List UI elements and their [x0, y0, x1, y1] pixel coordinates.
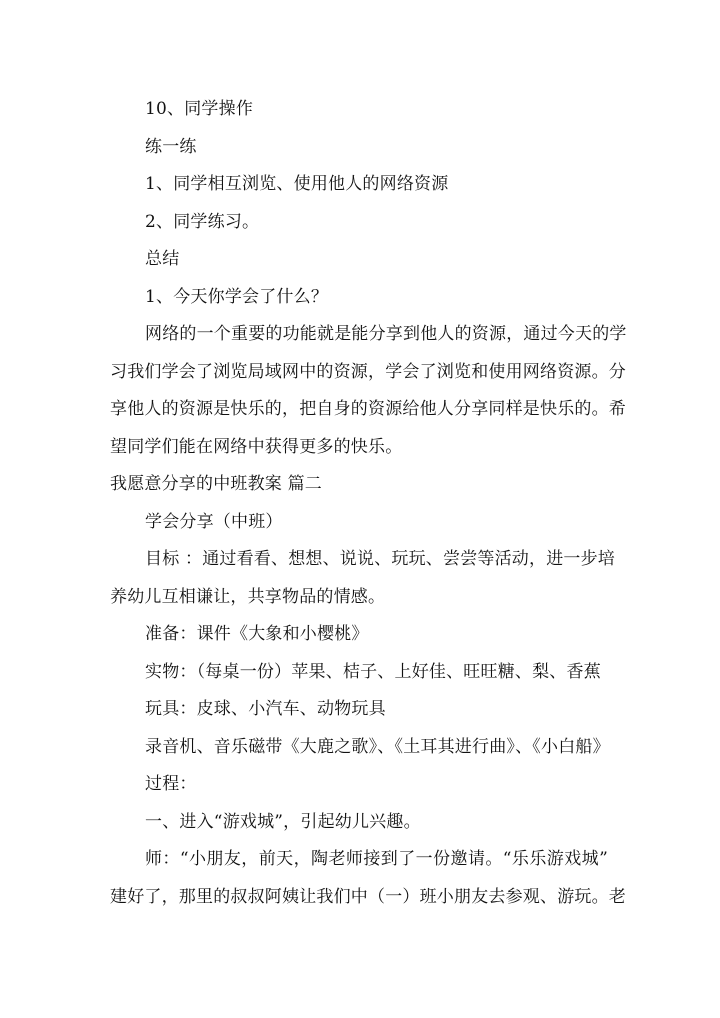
- preparation-line: 准备：课件《大象和小樱桃》: [145, 624, 369, 644]
- step-10-line: 10、同学操作: [145, 99, 254, 119]
- summary-question-1: 1、今天你学会了什么？: [145, 287, 329, 307]
- goal-line-2: 养幼儿互相谦让，共享物品的情感。: [110, 587, 386, 607]
- section-title: 我愿意分享的中班教案 篇二: [110, 474, 323, 494]
- process-step-1: 一、进入“游戏城”，引起幼儿兴趣。: [145, 812, 421, 832]
- summary-paragraph-line-2: 习我们学会了浏览局域网中的资源，学会了浏览和使用网络资源。分: [110, 362, 626, 382]
- real-items-line: 实物：（每桌一份）苹果、桔子、上好佳、旺旺糖、梨、香蕉: [145, 662, 601, 682]
- summary-paragraph-line-3: 享他人的资源是快乐的，把自身的资源给他人分享同样是快乐的。希: [110, 399, 626, 419]
- practice-heading: 练一练: [145, 137, 197, 157]
- summary-paragraph-line-1: 网络的一个重要的功能就是能分享到他人的资源，通过今天的学: [145, 324, 627, 344]
- audio-line: 录音机、音乐磁带《大鹿之歌》、《土耳其进行曲》、《小白船》: [145, 737, 610, 757]
- practice-item-1: 1、同学相互浏览、使用他人的网络资源: [145, 174, 449, 194]
- toys-line: 玩具：皮球、小汽车、动物玩具: [145, 699, 386, 719]
- practice-item-2: 2、同学练习。: [145, 212, 260, 232]
- lesson-title: 学会分享（中班）: [145, 512, 283, 532]
- goal-line-1: 目标 ：通过看看、想想、说说、玩玩、尝尝等活动，进一步培: [145, 549, 616, 569]
- summary-paragraph-line-4: 望同学们能在网络中获得更多的快乐。: [110, 437, 403, 457]
- process-heading: 过程：: [145, 774, 197, 794]
- teacher-speech-line-1: 师：“小朋友，前天，陶老师接到了一份邀请。“乐乐游戏城”: [145, 849, 608, 869]
- teacher-speech-line-2: 建好了，那里的叔叔阿姨让我们中（一）班小朋友去参观、游玩。老: [110, 887, 626, 907]
- summary-heading: 总结: [145, 249, 180, 269]
